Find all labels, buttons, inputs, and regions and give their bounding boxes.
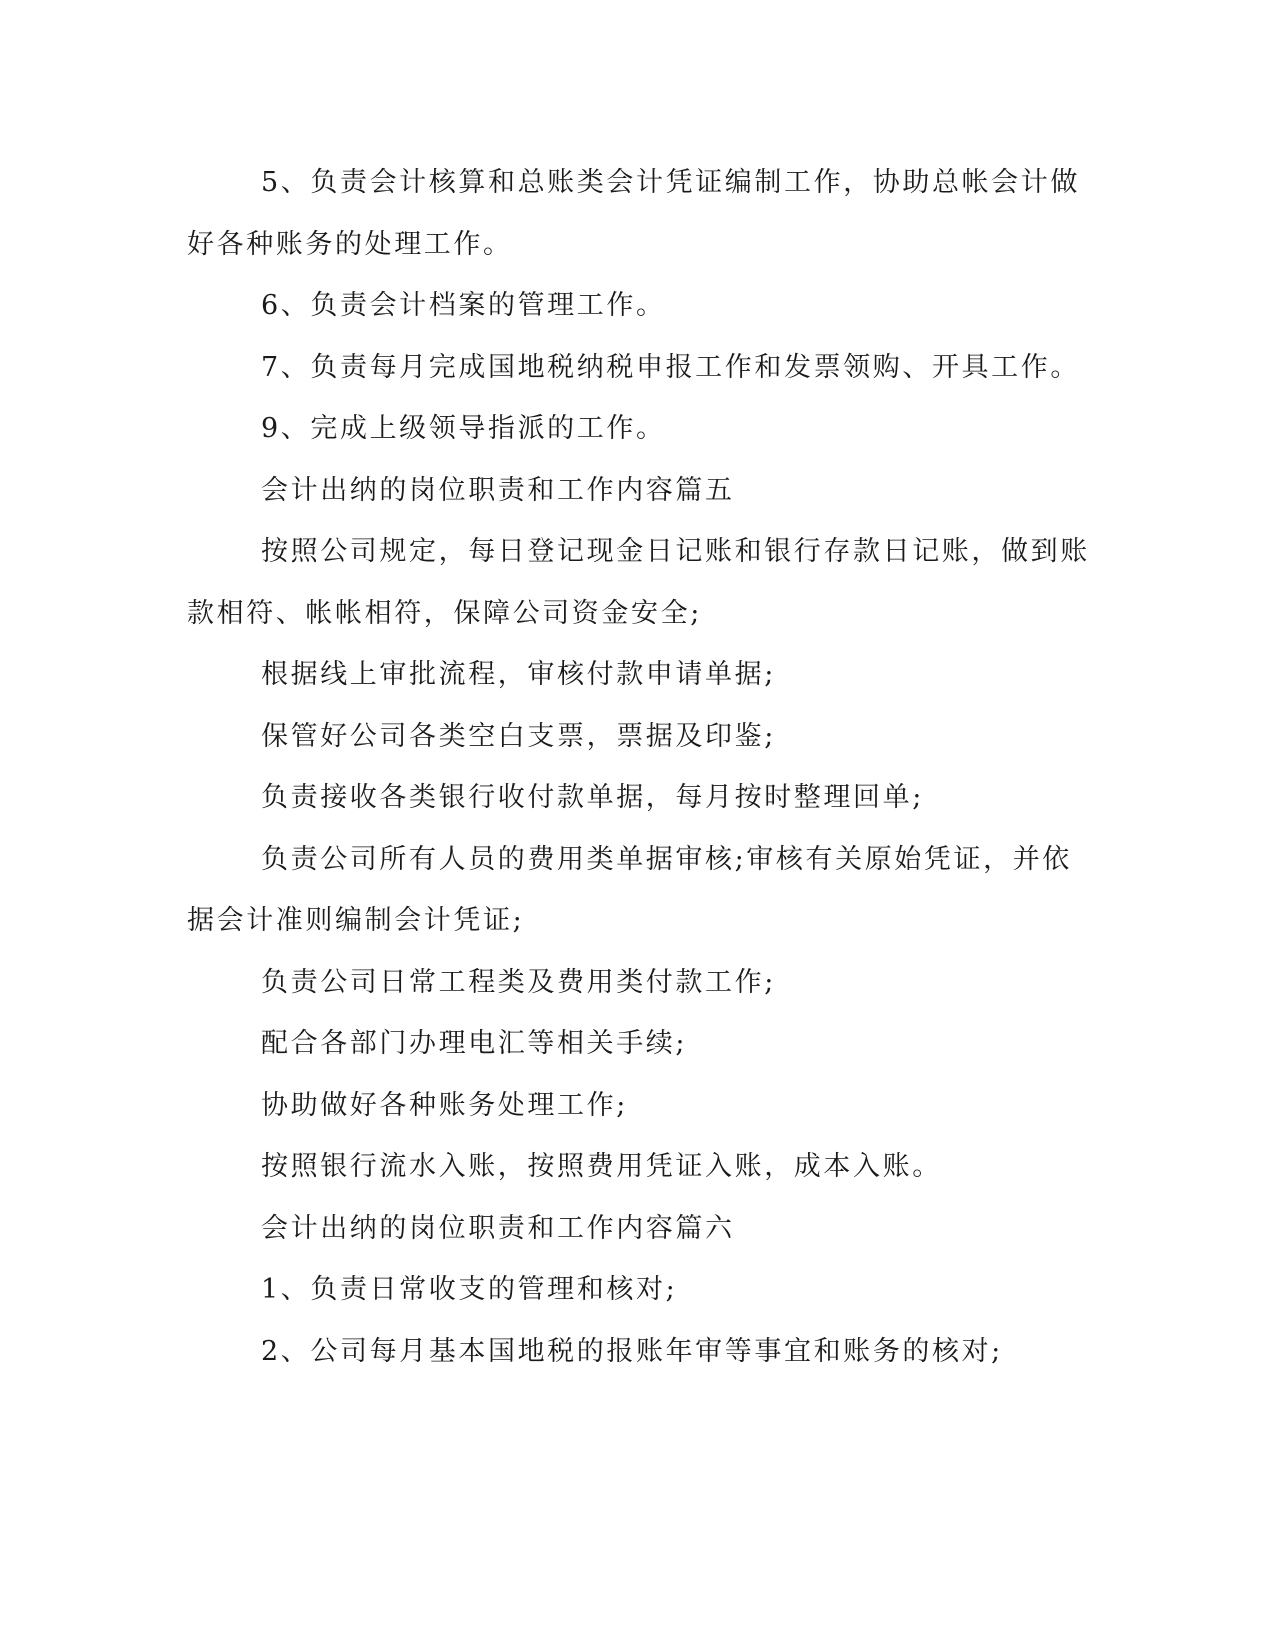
paragraph-item-6: 6、负责会计档案的管理工作。 bbox=[261, 290, 666, 321]
paragraph-cash-ledger: 按照公司规定，每日登记现金日记账和银行存款日记账，做到账款相符、帐帐相符，保障公司资金安全; bbox=[187, 536, 1090, 629]
paragraph-item-5: 5、负责会计核算和总账类会计凭证编制工作，协助总帐会计做好各种账务的处理工作。 bbox=[187, 167, 1080, 260]
paragraph-payments: 负责公司日常工程类及费用类付款工作; bbox=[261, 966, 776, 998]
document-body bbox=[187, 152, 1092, 1382]
paragraph-bookkeeping: 按照银行流水入账，按照费用凭证入账，成本入账。 bbox=[261, 1151, 942, 1182]
section-heading-part-5: 会计出纳的岗位职责和工作内容篇五 bbox=[261, 474, 735, 506]
paragraph-item-7: 7、负责每月完成国地税纳税申报工作和发票领购、开具工作。 bbox=[261, 351, 1080, 383]
paragraph-item-2: 2、公司每月基本国地税的报账年审等事宜和账务的核对; bbox=[261, 1335, 1003, 1367]
paragraph-item-9: 9、完成上级领导指派的工作。 bbox=[261, 413, 666, 444]
paragraph-cheque-custody: 保管好公司各类空白支票，票据及印鉴; bbox=[261, 720, 776, 752]
paragraph-bank-receipts: 负责接收各类银行收付款单据，每月按时整理回单; bbox=[261, 782, 924, 813]
paragraph-expense-audit: 负责公司所有人员的费用类单据审核;审核有关原始凭证，并依据会计准则编制会计凭证; bbox=[187, 843, 1072, 936]
paragraph-approval-review: 根据线上审批流程，审核付款申请单据; bbox=[261, 659, 776, 690]
paragraph-account-assist: 协助做好各种账务处理工作; bbox=[261, 1089, 628, 1121]
section-heading-part-6: 会计出纳的岗位职责和工作内容篇六 bbox=[261, 1212, 735, 1244]
paragraph-item-1: 1、负责日常收支的管理和核对; bbox=[261, 1274, 678, 1305]
paragraph-wire-transfer: 配合各部门办理电汇等相关手续; bbox=[261, 1028, 688, 1059]
